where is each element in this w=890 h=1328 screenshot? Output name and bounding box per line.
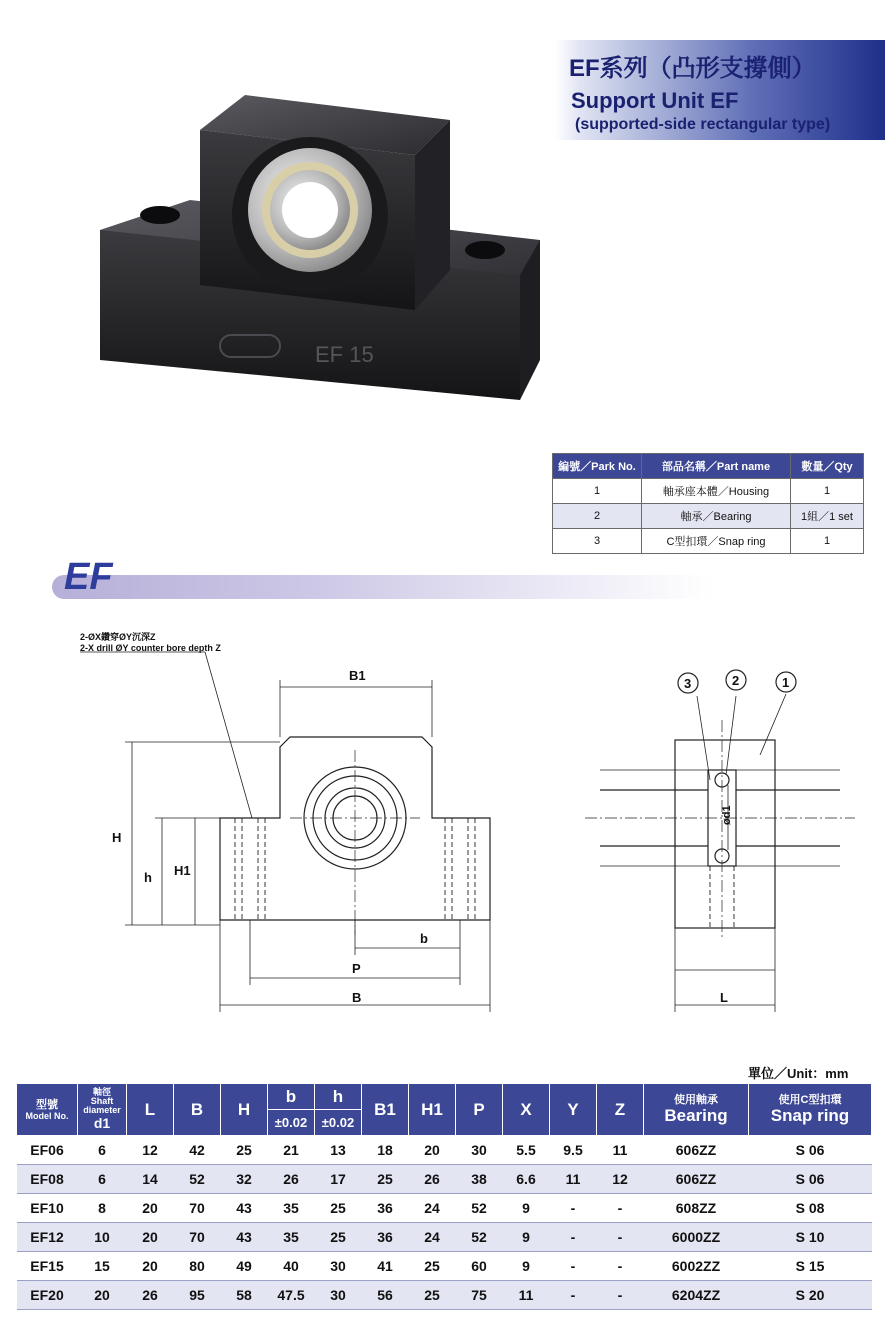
label-p: P	[352, 961, 361, 976]
spec-cell: 606ZZ	[644, 1136, 749, 1165]
spec-cell: 6000ZZ	[644, 1223, 749, 1252]
spec-cell: -	[597, 1281, 644, 1310]
spec-cell: 26	[268, 1165, 315, 1194]
spec-cell: 49	[221, 1252, 268, 1281]
spec-cell: 25	[409, 1281, 456, 1310]
parts-cell: 1	[791, 479, 864, 504]
header-p: P	[456, 1084, 503, 1136]
callout-2: 2	[732, 673, 740, 688]
spec-cell: 75	[456, 1281, 503, 1310]
label-h1: H1	[174, 863, 191, 878]
label-l: L	[720, 990, 728, 1005]
spec-cell: 26	[127, 1281, 174, 1310]
spec-cell: -	[550, 1194, 597, 1223]
spec-cell: 20	[127, 1194, 174, 1223]
header-model-cn: 型號	[36, 1098, 58, 1111]
spec-cell: 30	[315, 1252, 362, 1281]
header-bearing	[644, 1084, 749, 1136]
spec-cell: EF10	[17, 1194, 78, 1223]
spec-cell: 35	[268, 1194, 315, 1223]
header-snap-en: Snap ring	[770, 1105, 850, 1125]
header-b-upper: B	[174, 1084, 221, 1136]
spec-cell: -	[597, 1252, 644, 1281]
spec-row	[17, 1223, 872, 1252]
header-b-tolerance: ±0.02	[268, 1110, 315, 1136]
spec-cell: 9	[503, 1194, 550, 1223]
spec-cell: 60	[456, 1252, 503, 1281]
spec-cell: S 15	[749, 1252, 872, 1281]
spec-cell: S 06	[749, 1136, 872, 1165]
header-snap	[749, 1084, 872, 1136]
spec-cell: 6002ZZ	[644, 1252, 749, 1281]
header-model	[17, 1084, 78, 1136]
spec-cell: S 20	[749, 1281, 872, 1310]
spec-cell: 24	[409, 1223, 456, 1252]
label-b-upper: B	[352, 990, 362, 1005]
header-y: Y	[550, 1084, 597, 1136]
spec-cell: 24	[409, 1194, 456, 1223]
header-h-lower: h	[315, 1084, 362, 1110]
spec-body	[17, 1136, 872, 1310]
label-d1: ød1	[721, 805, 733, 825]
spec-cell: 70	[174, 1194, 221, 1223]
spec-row	[17, 1281, 872, 1310]
header-shaft-symbol: d1	[93, 1115, 111, 1131]
spec-cell: 6.6	[503, 1165, 550, 1194]
header-h-upper: H	[221, 1084, 268, 1136]
spec-cell: 18	[362, 1136, 409, 1165]
spec-cell: 606ZZ	[644, 1165, 749, 1194]
spec-cell: 25	[409, 1252, 456, 1281]
spec-cell: 58	[221, 1281, 268, 1310]
spec-cell: -	[550, 1223, 597, 1252]
spec-cell: 11	[550, 1165, 597, 1194]
callout-1: 1	[782, 675, 790, 690]
spec-cell: 20	[127, 1252, 174, 1281]
spec-cell: 25	[315, 1194, 362, 1223]
parts-cell: 3	[553, 529, 642, 554]
product-photo	[70, 60, 570, 420]
parts-cell: 1	[553, 479, 642, 504]
spec-cell: EF08	[17, 1165, 78, 1194]
parts-row	[553, 529, 864, 554]
spec-cell: 25	[221, 1136, 268, 1165]
spec-row	[17, 1194, 872, 1223]
label-b-lower: b	[420, 931, 428, 946]
technical-drawing	[70, 620, 870, 1030]
spec-header-row-1	[17, 1084, 872, 1110]
spec-cell: S 08	[749, 1194, 872, 1223]
photo-engraving: EF 15	[315, 342, 374, 367]
header-h1: H1	[409, 1084, 456, 1136]
parts-header-qty: 數量／Qty	[791, 454, 864, 479]
spec-cell: 8	[78, 1194, 127, 1223]
header-h-tolerance: ±0.02	[315, 1110, 362, 1136]
spec-cell: 15	[78, 1252, 127, 1281]
spec-cell: 17	[315, 1165, 362, 1194]
spec-cell: 38	[456, 1165, 503, 1194]
spec-cell: 25	[362, 1165, 409, 1194]
spec-cell: S 10	[749, 1223, 872, 1252]
spec-cell: 14	[127, 1165, 174, 1194]
header-shaft	[78, 1084, 127, 1136]
parts-row	[553, 479, 864, 504]
spec-cell: 30	[315, 1281, 362, 1310]
spec-cell: 6204ZZ	[644, 1281, 749, 1310]
spec-cell: -	[550, 1281, 597, 1310]
spec-cell: 80	[174, 1252, 221, 1281]
spec-cell: 9.5	[550, 1136, 597, 1165]
spec-cell: 32	[221, 1165, 268, 1194]
parts-cell: 1	[791, 529, 864, 554]
header-snap-cn: 使用C型扣環	[778, 1093, 842, 1106]
spec-cell: EF06	[17, 1136, 78, 1165]
spec-cell: 9	[503, 1223, 550, 1252]
spec-cell: 52	[456, 1223, 503, 1252]
header-z: Z	[597, 1084, 644, 1136]
header-l: L	[127, 1084, 174, 1136]
spec-cell: -	[597, 1194, 644, 1223]
label-h-lower: h	[144, 870, 152, 885]
spec-cell: 35	[268, 1223, 315, 1252]
spec-cell: 21	[268, 1136, 315, 1165]
header-shaft-en1: Shaft	[90, 1096, 114, 1106]
spec-cell: -	[597, 1223, 644, 1252]
label-h-upper: H	[112, 830, 122, 845]
unit-label: 單位／Unit：mm	[748, 1066, 849, 1081]
spec-cell: EF15	[17, 1252, 78, 1281]
spec-cell: 608ZZ	[644, 1194, 749, 1223]
parts-header-no: 編號／Park No.	[553, 454, 642, 479]
spec-table	[16, 1083, 872, 1310]
parts-row	[553, 504, 864, 529]
title-subtitle: (supported-side rectangular type)	[575, 116, 831, 133]
spec-cell: 20	[78, 1281, 127, 1310]
spec-cell: 47.5	[268, 1281, 315, 1310]
parts-cell: 軸承／Bearing	[642, 504, 791, 529]
spec-cell: 13	[315, 1136, 362, 1165]
parts-cell: C型扣環／Snap ring	[642, 529, 791, 554]
spec-cell: 41	[362, 1252, 409, 1281]
header-x: X	[503, 1084, 550, 1136]
spec-cell: 20	[409, 1136, 456, 1165]
parts-cell: 1組／1 set	[791, 504, 864, 529]
header-bearing-en: Bearing	[664, 1105, 728, 1125]
spec-cell: 36	[362, 1223, 409, 1252]
callout-3: 3	[684, 676, 692, 691]
spec-cell: 12	[127, 1136, 174, 1165]
spec-cell: 11	[597, 1136, 644, 1165]
spec-cell: 95	[174, 1281, 221, 1310]
spec-cell: 6	[78, 1136, 127, 1165]
spec-cell: 20	[127, 1223, 174, 1252]
header-model-en: Model No.	[25, 1110, 69, 1121]
spec-cell: 43	[221, 1194, 268, 1223]
spec-cell: 5.5	[503, 1136, 550, 1165]
spec-cell: 56	[362, 1281, 409, 1310]
header-shaft-en2: diameter	[83, 1105, 121, 1115]
drawing-note-en: 2-X drill ØY counter bore depth Z	[80, 643, 221, 653]
spec-cell: 25	[315, 1223, 362, 1252]
spec-cell: EF12	[17, 1223, 78, 1252]
spec-row	[17, 1165, 872, 1194]
parts-cell: 軸承座本體／Housing	[642, 479, 791, 504]
parts-header-row	[553, 454, 864, 479]
spec-cell: 30	[456, 1136, 503, 1165]
spec-cell: 52	[174, 1165, 221, 1194]
spec-row	[17, 1252, 872, 1281]
spec-cell: 12	[597, 1165, 644, 1194]
header-b-lower: b	[268, 1084, 315, 1110]
spec-row	[17, 1136, 872, 1165]
section-label: EF	[64, 556, 113, 598]
parts-header-name: 部品名稱／Part name	[642, 454, 791, 479]
spec-cell: 11	[503, 1281, 550, 1310]
header-bearing-cn: 使用軸承	[674, 1093, 718, 1106]
title-banner	[555, 40, 885, 140]
section-banner	[52, 575, 712, 599]
spec-cell: 10	[78, 1223, 127, 1252]
spec-cell: 9	[503, 1252, 550, 1281]
spec-cell: 40	[268, 1252, 315, 1281]
parts-table	[552, 453, 864, 554]
drawing-note-cn: 2-ØX鑽穿ØY沉深Z	[80, 632, 156, 642]
spec-cell: 70	[174, 1223, 221, 1252]
title-en: Support Unit EF	[571, 88, 739, 113]
spec-cell: 43	[221, 1223, 268, 1252]
header-shaft-cn: 軸徑	[92, 1087, 111, 1097]
spec-cell: S 06	[749, 1165, 872, 1194]
spec-cell: 42	[174, 1136, 221, 1165]
header-b1: B1	[362, 1084, 409, 1136]
spec-cell: EF20	[17, 1281, 78, 1310]
label-b1: B1	[349, 668, 366, 683]
spec-cell: -	[550, 1252, 597, 1281]
title-cn: EF系列（凸形支撐側）	[569, 55, 816, 82]
spec-cell: 36	[362, 1194, 409, 1223]
spec-cell: 52	[456, 1194, 503, 1223]
parts-cell: 2	[553, 504, 642, 529]
spec-cell: 6	[78, 1165, 127, 1194]
spec-cell: 26	[409, 1165, 456, 1194]
